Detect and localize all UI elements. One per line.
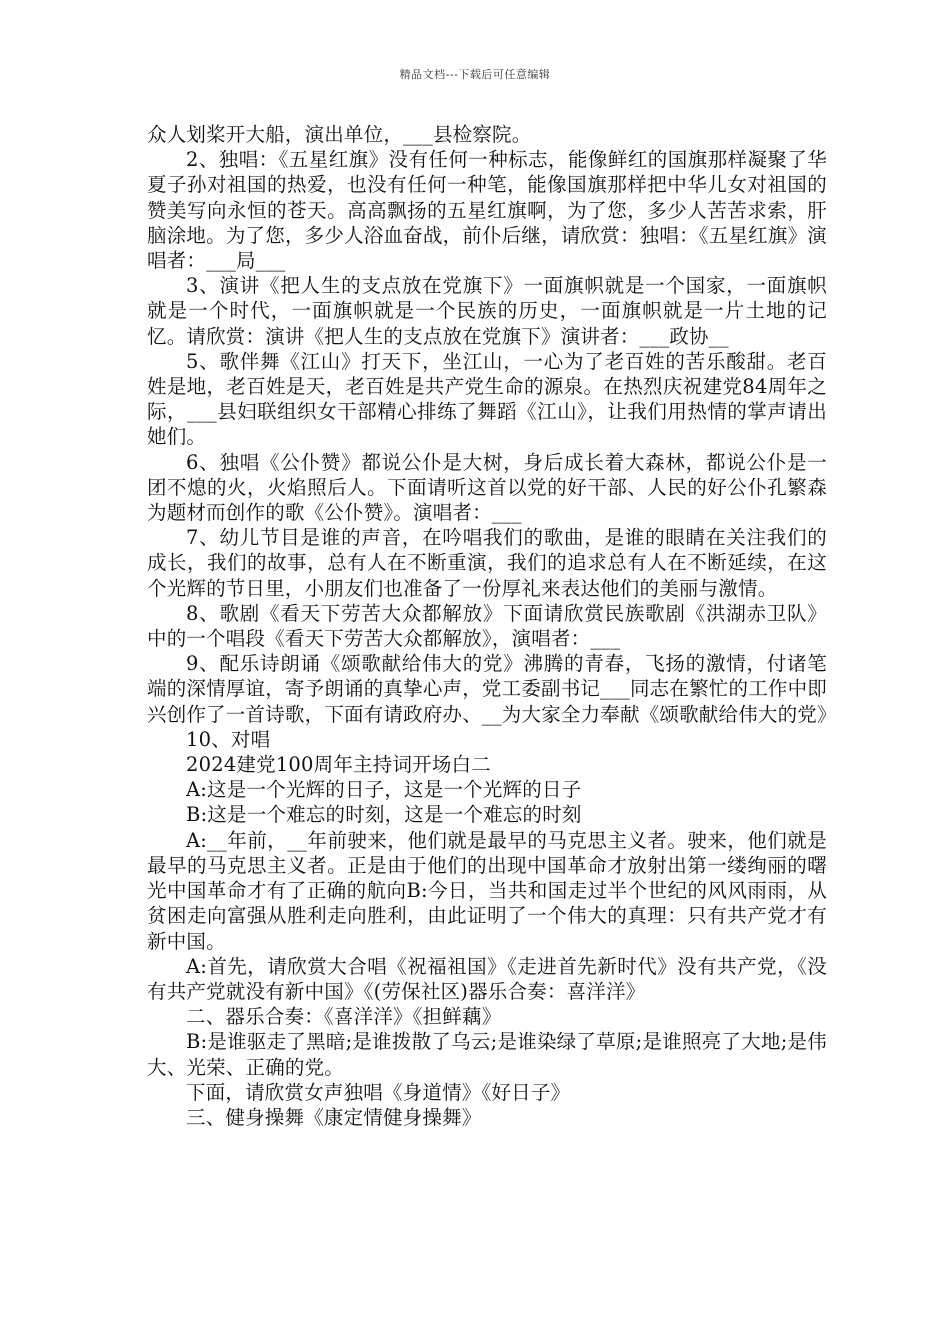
paragraph: 10、对唱 — [186, 727, 271, 751]
document-body — [147, 122, 837, 1130]
paragraph: 2024建党100周年主持词开场白二 — [186, 753, 491, 777]
paragraph: A:首先，请欣赏大合唱《祝福祖国》《走进首先新时代》没有共产党，《没有共产党就没有新中国》《(劳保社区)器乐合奏：喜洋洋》 — [147, 954, 827, 1003]
paragraph: 二、器乐合奏：《喜洋洋》《担鲜藕》 — [186, 1005, 502, 1029]
paragraph: 5、歌伴舞《江山》打天下，坐江山，一心为了老百姓的苦乐酸甜。老百姓是地，老百姓是天，老百姓是共产党生命的源泉。在热烈庆祝建党84周年之际，___县妇联组织女干部精心排练了舞蹈《江山》，让我们用热情的掌声请出她们。 — [147, 349, 827, 449]
paragraph: 三、健身操舞《康定情健身操舞》 — [186, 1105, 482, 1129]
paragraph: 3、演讲《把人生的支点放在党旗下》一面旗帜就是一个国家，一面旗帜就是一个时代，一面旗帜就是一个民族的历史，一面旗帜就是一片土地的记忆。请欣赏：演讲《把人生的支点放在党旗下》演讲者：___政协__ — [147, 274, 827, 348]
paragraph: A:这是一个光辉的日子，这是一个光辉的日子 — [186, 778, 582, 802]
page-header: 精品文档---下载后可任意编辑 — [399, 68, 551, 81]
paragraph: A:__年前，__年前驶来，他们就是最早的马克思主义者。驶来，他们就是最早的马克思主义者。正是由于他们的出现中国革命才放射出第一缕绚丽的曙光中国革命才有了正确的航向B:今日，当共和国走过半个世纪的风风雨雨，从贫困走向富强从胜利走向胜利，由此证明了一个伟大的真理：只有共产党才有新中国。 — [147, 828, 827, 953]
paragraph: 8、歌剧《看天下劳苦大众都解放》下面请欣赏民族歌剧《洪湖赤卫队》中的一个唱段《看天下劳苦大众都解放》，演唱者：___ — [147, 601, 827, 651]
paragraph: 7、幼儿节目是谁的声音，在吟唱我们的歌曲，是谁的眼睛在关注我们的成长，我们的故事，总有人在不断重演，我们的追求总有人在不断延续，在这个光辉的节日里，小朋友们也准备了一份厚礼来表达他们的美丽与激情。 — [147, 526, 827, 600]
paragraph: 下面，请欣赏女声独唱《身道情》《好日子》 — [186, 1080, 571, 1104]
paragraph: 众人划桨开大船，演出单位，___县检察院。 — [147, 123, 532, 146]
paragraph: B:是谁驱走了黑暗;是谁拨散了乌云;是谁染绿了草原;是谁照亮了大地;是伟大、光荣、正确的党。 — [147, 1030, 827, 1079]
paragraph: B:这是一个难忘的时刻，这是一个难忘的时刻 — [186, 803, 582, 827]
paragraph: 9、配乐诗朗诵《颂歌献给伟大的党》沸腾的青春，飞扬的激情，付诸笔端的深情厚谊，寄予朗诵的真挚心声，党工委副书记___同志在繁忙的工作中即兴创作了一首诗歌，下面有请政府办、__为大家全力奉献《颂歌献给伟大的党》 — [147, 652, 837, 726]
paragraph: 2、独唱：《五星红旗》没有任何一种标志，能像鲜红的国旗那样凝聚了华夏子孙对祖国的热爱，也没有任何一种笔，能像国旗那样把中华儿女对祖国的赞美写向永恒的苍天。高高飘扬的五星红旗啊，为了您，多少人苦苦求索，肝脑涂地。为了您，多少人浴血奋战，前仆后继，请欣赏：独唱：《五星红旗》演唱者：___局___ — [147, 148, 827, 273]
paragraph: 6、独唱《公仆赞》都说公仆是大树，身后成长着大森林，都说公仆是一团不熄的火，火焰照后人。下面请听这首以党的好干部、人民的好公仆孔繁森为题材而创作的歌《公仆赞》。演唱者：___ — [147, 450, 827, 525]
